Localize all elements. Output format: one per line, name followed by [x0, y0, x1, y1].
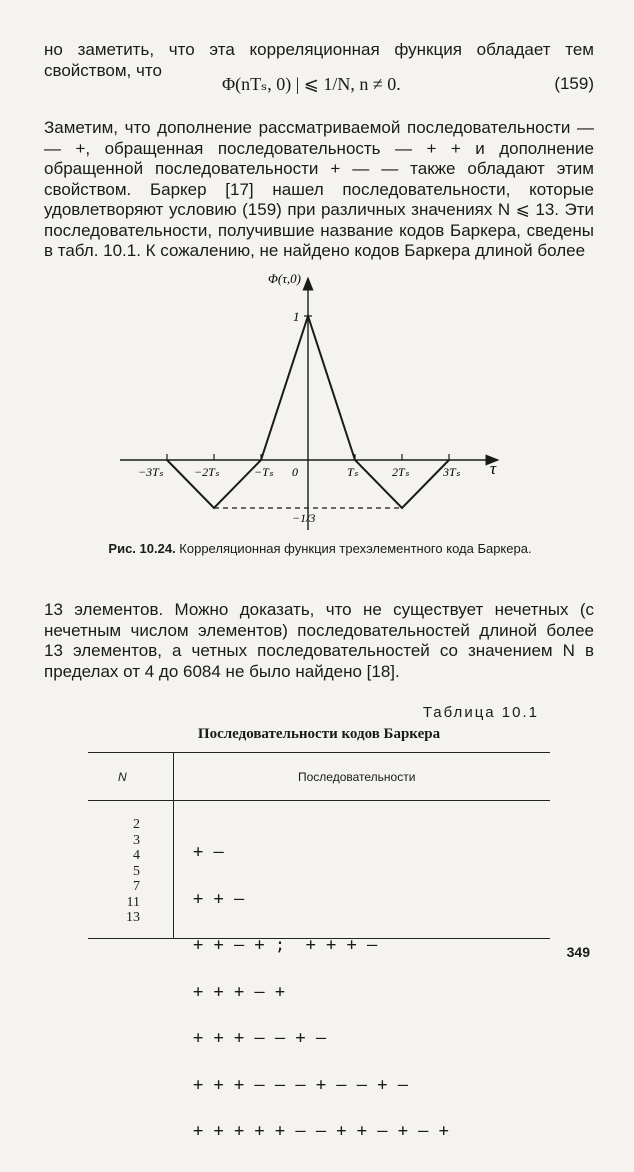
table-label: Таблица 10.1 [422, 704, 539, 721]
table-row-seq: + + + — — — + — — + — [193, 1074, 408, 1095]
table-n-column [88, 817, 140, 926]
tick-label-p2: 2Tₛ [392, 465, 410, 479]
table-row-n: 2 [133, 817, 140, 832]
table-row-n: 7 [133, 879, 140, 894]
table-row-n: 13 [126, 910, 140, 925]
figure-caption [60, 540, 580, 557]
tick-label-m3: −3Tₛ [138, 465, 164, 479]
correlation-figure [0, 0, 634, 540]
equation-number: (159) [554, 74, 594, 93]
x-axis-label: τ [490, 459, 497, 478]
table-row-n: 11 [126, 894, 140, 910]
caption-label: Рис. 10.24. [108, 541, 176, 556]
table-row-seq: + + + — — + — [193, 1028, 327, 1048]
tick-label-0: 0 [292, 465, 298, 479]
table-seq-column [193, 814, 449, 1171]
paragraph-conclusion: 13 элементов. Можно доказать, что не существует нечетных (с нечетным числом элементов) последовательностей длиной более 13 элементов, а четных последовательностей со значением N в пределах от 4 до 6084 не было найдено [18]. [44, 600, 594, 681]
table-header-rule [88, 800, 550, 801]
equation-formula: Φ(nTₛ, 0) | ⩽ 1/N, n ≠ 0. [222, 74, 401, 94]
table-row-seq: + + + — + [193, 981, 286, 1002]
caption-text: Корреляционная функция трехэлементного кода Баркера. [179, 541, 532, 556]
peak-label: 1 [293, 309, 300, 324]
table-row-seq: + + — [193, 888, 245, 909]
table-row-seq: + — [193, 842, 224, 862]
table-row-seq: + + — + ; + + + — [193, 935, 378, 955]
tick-label-p1: Tₛ [347, 465, 359, 479]
paragraph-barker: Заметим, что дополнение рассматриваемой последовательности — — +, обращенная последовательность — + + и дополнение обращенной последовательности + — — также обладают этим свойством. Баркер [17] нашел последовательности, которые удовлетворяют условию (159) при различных значениях N ⩽ 13. Эти последовательности, получившие название кодов Баркера, сведены в табл. 10.1. К сожалению, не найдено кодов Баркера длиной более [44, 118, 594, 260]
table-row-n: 4 [133, 848, 140, 863]
paragraph-intro: но заметить, что эта корреляционная функция обладает тем свойством, что [44, 40, 594, 80]
table-row-n: 3 [133, 832, 140, 848]
min-label: −1/3 [292, 511, 316, 525]
tick-label-m2: −2Tₛ [194, 465, 220, 479]
table-title: Последовательности кодов Баркера [197, 726, 441, 742]
table-header-seq: Последовательности [298, 770, 416, 784]
table-row-seq: + + + + + — — + + — + — + [193, 1121, 449, 1141]
page-number: 349 [566, 944, 590, 960]
table-row-n: 5 [133, 863, 140, 879]
y-axis-label: Φ(τ,0) [268, 271, 301, 286]
table-column-divider [173, 752, 174, 938]
tick-label-m1: −Tₛ [254, 465, 274, 479]
table-top-rule [88, 752, 550, 753]
table-header-n: N [118, 770, 127, 784]
tick-label-p3: 3Tₛ [443, 465, 461, 479]
